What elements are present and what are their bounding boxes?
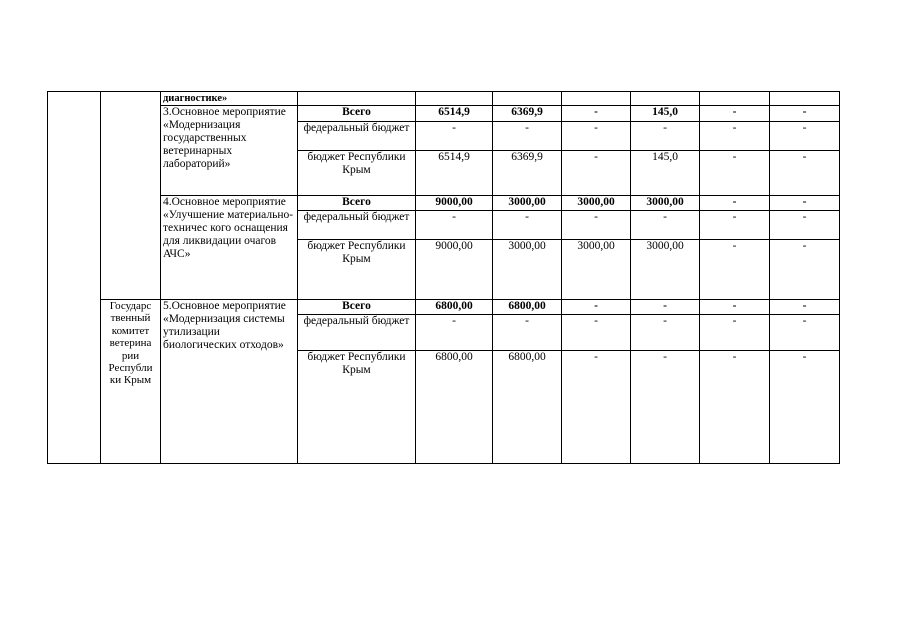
- event-name-cell: 5.Основное мероприятие «Модернизация системы утилизации биологических отходов»: [161, 300, 298, 464]
- source-cell: федеральный бюджет: [298, 122, 416, 151]
- value-cell: -: [562, 351, 631, 464]
- value-cell: -: [562, 151, 631, 196]
- value-cell: 6514,9: [416, 106, 493, 122]
- number-cell: [48, 92, 101, 464]
- value-cell: -: [770, 211, 840, 240]
- value-cell: -: [631, 300, 700, 315]
- value-cell: 6800,00: [416, 351, 493, 464]
- value-cell: 6514,9: [416, 151, 493, 196]
- value-cell: -: [562, 315, 631, 351]
- value-cell: -: [770, 300, 840, 315]
- value-cell: 6800,00: [493, 351, 562, 464]
- value-cell: -: [493, 211, 562, 240]
- value-cell: 9000,00: [416, 240, 493, 300]
- source-cell: бюджет Республики Крым: [298, 151, 416, 196]
- value-cell: -: [700, 196, 770, 211]
- value-cell: 3000,00: [631, 196, 700, 211]
- executor-cell: [101, 92, 161, 300]
- value-cell: -: [700, 240, 770, 300]
- value-cell: -: [416, 211, 493, 240]
- source-cell: федеральный бюджет: [298, 315, 416, 351]
- event-name-cell: 3.Основное мероприятие «Модернизация государственных ветеринарных лабораторий»: [161, 106, 298, 196]
- value-cell: -: [770, 196, 840, 211]
- source-cell: бюджет Республики Крым: [298, 351, 416, 464]
- table-row: [48, 300, 840, 315]
- value-cell: 3000,00: [493, 240, 562, 300]
- value-cell: -: [631, 211, 700, 240]
- value-cell: -: [700, 122, 770, 151]
- value-cell: 9000,00: [416, 196, 493, 211]
- value-cell: -: [770, 151, 840, 196]
- value-cell: 145,0: [631, 151, 700, 196]
- value-cell: -: [631, 122, 700, 151]
- continuation-cell: диагностике»: [161, 92, 298, 106]
- empty-cell: [416, 92, 493, 106]
- empty-cell: [493, 92, 562, 106]
- value-cell: 3000,00: [493, 196, 562, 211]
- source-total-cell: Всего: [298, 196, 416, 211]
- value-cell: -: [700, 300, 770, 315]
- value-cell: -: [562, 122, 631, 151]
- value-cell: -: [770, 106, 840, 122]
- value-cell: 3000,00: [562, 240, 631, 300]
- value-cell: -: [562, 106, 631, 122]
- event-name-cell: 4.Основное мероприятие «Улучшение материально-техничес кого оснащения для ликвидации очагов АЧС»: [161, 196, 298, 300]
- value-cell: 6800,00: [493, 300, 562, 315]
- empty-cell: [700, 92, 770, 106]
- value-cell: -: [416, 315, 493, 351]
- empty-cell: [631, 92, 700, 106]
- value-cell: 6369,9: [493, 106, 562, 122]
- value-cell: -: [700, 106, 770, 122]
- value-cell: -: [700, 315, 770, 351]
- empty-cell: [562, 92, 631, 106]
- value-cell: -: [562, 300, 631, 315]
- table-row: [48, 196, 840, 211]
- value-cell: -: [770, 351, 840, 464]
- source-cell: федеральный бюджет: [298, 211, 416, 240]
- value-cell: -: [493, 122, 562, 151]
- source-total-cell: Всего: [298, 300, 416, 315]
- value-cell: -: [493, 315, 562, 351]
- value-cell: -: [631, 315, 700, 351]
- empty-cell: [298, 92, 416, 106]
- source-total-cell: Всего: [298, 106, 416, 122]
- table-row: [48, 92, 840, 106]
- value-cell: 6800,00: [416, 300, 493, 315]
- value-cell: -: [700, 151, 770, 196]
- executor-cell: Государс твенный комитет ветерина рии Республи ки Крым: [101, 300, 161, 464]
- value-cell: -: [770, 240, 840, 300]
- empty-cell: [770, 92, 840, 106]
- value-cell: -: [770, 122, 840, 151]
- value-cell: 3000,00: [562, 196, 631, 211]
- value-cell: -: [416, 122, 493, 151]
- table-row: [48, 106, 840, 122]
- value-cell: -: [700, 351, 770, 464]
- value-cell: -: [770, 315, 840, 351]
- value-cell: 6369,9: [493, 151, 562, 196]
- value-cell: -: [700, 211, 770, 240]
- value-cell: -: [562, 211, 631, 240]
- value-cell: -: [631, 351, 700, 464]
- value-cell: 145,0: [631, 106, 700, 122]
- value-cell: 3000,00: [631, 240, 700, 300]
- budget-table: [47, 91, 840, 464]
- source-cell: бюджет Республики Крым: [298, 240, 416, 300]
